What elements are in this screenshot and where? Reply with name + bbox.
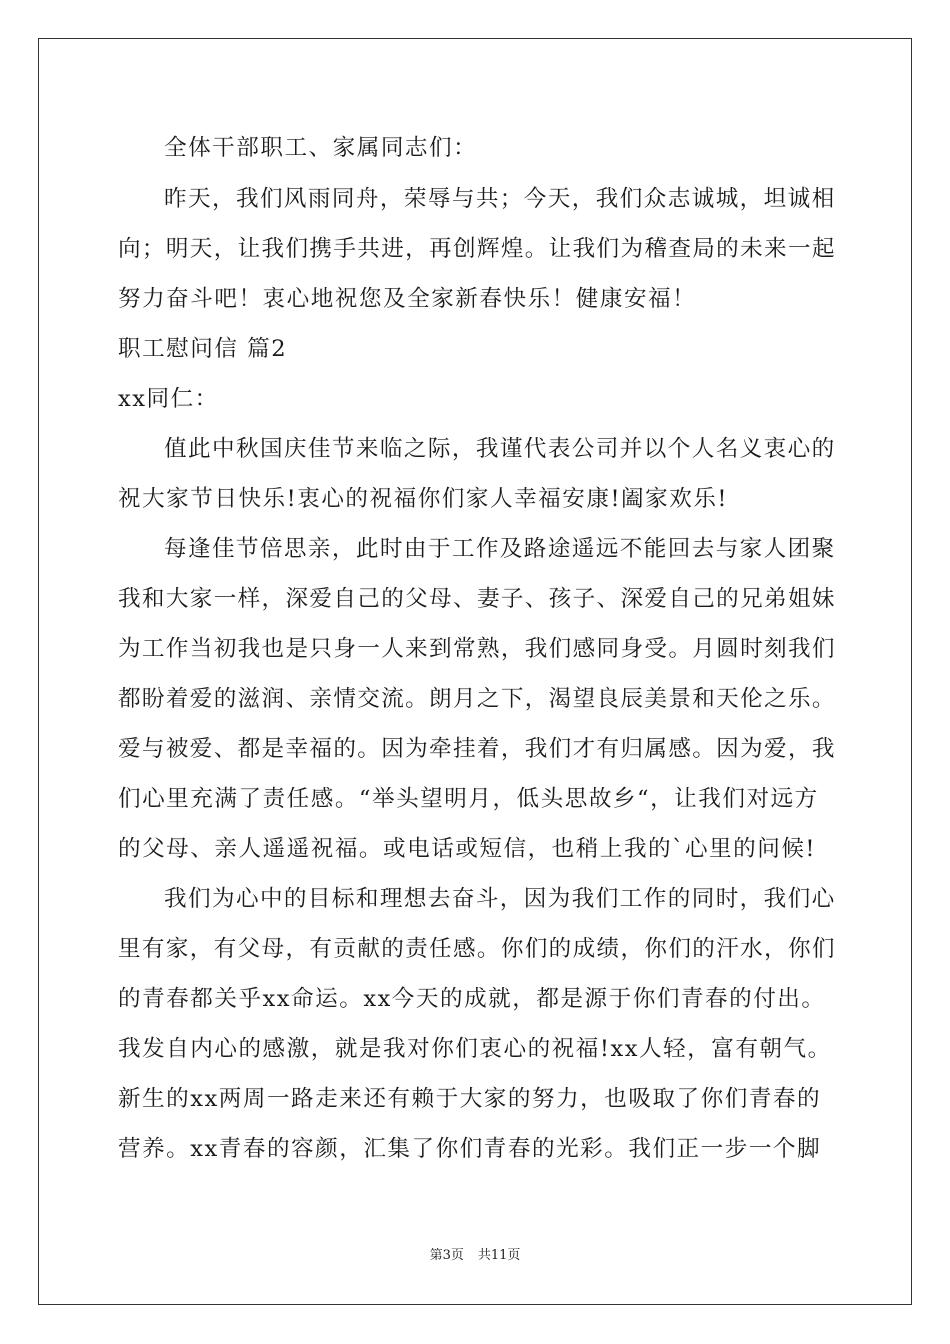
body-line: 努力奋斗吧！衷心地祝您及全家新春快乐！健康安福！ [118, 286, 697, 312]
salutation-line: xx同仁： [118, 386, 219, 412]
body-line: 营养。xx青春的容颜，汇集了你们青春的光彩。我们正一步一个脚 [118, 1136, 822, 1162]
body-line: 爱与被爱、都是幸福的。因为牵挂着，我们才有归属感。因为爱，我 [118, 736, 836, 762]
body-line: 的父母、亲人遥遥祝福。或电话或短信，也稍上我的`心里的问候! [118, 836, 817, 862]
body-line: 值此中秋国庆佳节来临之际，我谨代表公司并以个人名义衷心的 [164, 436, 836, 462]
body-line: 里有家，有父母，有贡献的责任感。你们的成绩，你们的汗水，你们 [118, 936, 836, 962]
page-number: 第3页 [429, 1248, 464, 1263]
body-line: 祝大家节日快乐!衷心的祝福你们家人幸福安康!阖家欢乐! [118, 486, 728, 512]
body-line: 昨天，我们风雨同舟，荣辱与共；今天，我们众志诚城，坦诚相 [164, 186, 836, 212]
body-line: 我们为心中的目标和理想去奋斗，因为我们工作的同时，我们心 [164, 886, 836, 912]
body-line: 为工作当初我也是只身一人来到常熟，我们感同身受。月圆时刻我们 [118, 636, 836, 662]
page-total: 共11页 [477, 1248, 521, 1263]
body-line: 我发自内心的感激，就是我对你们衷心的祝福!xx人轻，富有朝气。 [118, 1036, 832, 1062]
section-heading: 职工慰问信 篇2 [118, 336, 288, 362]
page-border [38, 38, 912, 1305]
body-line: 每逢佳节倍思亲，此时由于工作及路途遥远不能回去与家人团聚 [164, 536, 836, 562]
body-line: 我和大家一样，深爱自己的父母、妻子、孩子、深爱自己的兄弟姐妹 [118, 586, 836, 612]
body-line: 的青春都关乎xx命运。xx今天的成就，都是源于你们青春的付出。 [118, 986, 826, 1012]
body-line: 们心里充满了责任感。“举头望明月，低头思故乡“，让我们对远方 [118, 786, 819, 812]
page-footer [0, 1248, 950, 1264]
body-line: 都盼着爱的滋润、亲情交流。朗月之下，渴望良辰美景和天伦之乐。 [118, 686, 836, 712]
body-line: 向；明天，让我们携手共进，再创辉煌。让我们为稽查局的未来一起 [118, 236, 836, 262]
salutation-line: 全体干部职工、家属同志们： [164, 135, 478, 161]
body-line: 新生的xx两周一路走来还有赖于大家的努力，也吸取了你们青春的 [118, 1086, 822, 1112]
